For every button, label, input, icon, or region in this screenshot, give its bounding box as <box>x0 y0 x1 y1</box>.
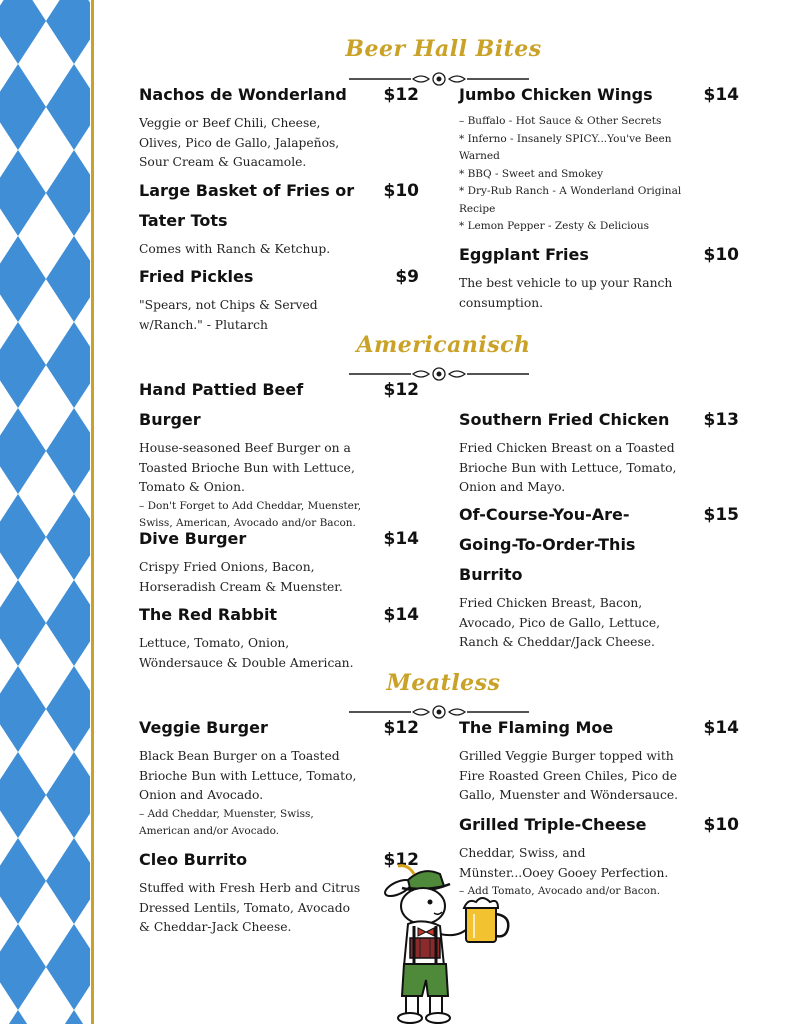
item-name: Hand Pattied Beef Burger <box>139 380 304 429</box>
wing-flavor: * Inferno - Insanely SPICY...You've Been Warned <box>459 132 672 162</box>
item-price: $10 <box>383 181 419 201</box>
item-name: Cleo Burrito <box>139 850 248 869</box>
menu-item <box>459 80 739 236</box>
item-description: Fried Chicken Breast on a Toasted Brioche Bun with Lettuce, Tomato, Onion and Mayo. <box>459 441 677 494</box>
item-name: Large Basket of Fries or Tater Tots <box>139 181 355 230</box>
item-price: $10 <box>703 815 739 835</box>
item-name: Nachos de Wonderland <box>139 85 347 104</box>
menu-item <box>459 405 739 498</box>
bunny-mascot-illustration <box>368 858 518 1024</box>
item-name: The Red Rabbit <box>139 605 278 624</box>
bavarian-diamond-pattern <box>0 0 90 1024</box>
item-price: $12 <box>383 380 419 400</box>
menu-item <box>139 176 419 260</box>
item-description: Comes with Ranch & Ketchup. <box>139 242 331 256</box>
item-note: – Add Tomato, Avocado and/or Bacon. <box>459 885 661 897</box>
wing-flavor: * BBQ - Sweet and Smokey <box>459 167 604 180</box>
item-description: The best vehicle to up your Ranch consumption. <box>459 276 673 310</box>
menu-item <box>459 240 739 313</box>
item-name: Dive Burger <box>139 529 247 548</box>
gold-border-rule <box>91 0 94 1024</box>
item-name: Grilled Triple-Cheese <box>459 815 647 834</box>
item-price: $14 <box>703 718 739 738</box>
item-price: $14 <box>383 605 419 625</box>
item-description: "Spears, not Chips & Served w/Ranch." - Plutarch <box>139 298 318 332</box>
item-description: House-seasoned Beef Burger on a Toasted Brioche Bun with Lettuce, Tomato & Onion. <box>139 441 355 494</box>
item-name: Jumbo Chicken Wings <box>459 85 653 104</box>
menu-item <box>139 80 419 173</box>
item-price: $10 <box>703 245 739 265</box>
item-note: – Don't Forget to Add Cheddar, Muenster, Swiss, American, Avocado and/or Bacon. <box>139 499 362 529</box>
wing-flavor: – Buffalo - Hot Sauce & Other Secrets <box>459 115 662 127</box>
item-description: Veggie or Beef Chili, Cheese, Olives, Pico de Gallo, Jalapeños, Sour Cream & Guacamole. <box>139 116 340 169</box>
item-price: $12 <box>383 718 419 738</box>
item-name: The Flaming Moe <box>459 718 614 737</box>
item-price: $13 <box>703 410 739 430</box>
item-note: – Add Cheddar, Muenster, Swiss, American and/or Avocado. <box>139 807 314 837</box>
item-description: Grilled Veggie Burger topped with Fire Roasted Green Chiles, Pico de Gallo, Muenster and Wöndersauce. <box>459 749 679 802</box>
item-price: $15 <box>703 505 739 525</box>
section-title-americanisch: Americanisch <box>356 332 531 358</box>
item-description: Lettuce, Tomato, Onion, Wöndersauce & Double American. <box>139 636 354 670</box>
item-description: Crispy Fried Onions, Bacon, Horseradish Cream & Muenster. <box>139 560 343 594</box>
section-title-meatless: Meatless <box>386 670 501 696</box>
item-name: Of-Course-You-Are-Going-To-Order-This Burrito <box>459 505 636 584</box>
item-price: $14 <box>703 85 739 105</box>
menu-item <box>139 600 419 673</box>
menu-item <box>139 375 419 533</box>
item-name: Southern Fried Chicken <box>459 410 670 429</box>
menu-item <box>459 500 739 653</box>
menu-item <box>139 713 419 841</box>
wing-flavor: * Dry-Rub Ranch - A Wonderland Original Recipe <box>459 185 682 215</box>
item-price: $12 <box>383 850 419 870</box>
menu-item <box>139 262 419 335</box>
item-name: Veggie Burger <box>139 718 268 737</box>
item-description: Fried Chicken Breast, Bacon, Avocado, Pico de Gallo, Lettuce, Ranch & Cheddar/Jack Cheese. <box>459 596 661 649</box>
item-name: Fried Pickles <box>139 267 254 286</box>
item-description: Cheddar, Swiss, and Münster...Ooey Gooey Perfection. <box>459 846 669 880</box>
item-price: $14 <box>383 529 419 549</box>
item-name: Eggplant Fries <box>459 245 589 264</box>
item-price: $9 <box>395 267 419 287</box>
menu-item <box>139 524 419 597</box>
wing-flavor: * Lemon Pepper - Zesty & Delicious <box>459 220 649 232</box>
item-price: $12 <box>383 85 419 105</box>
item-description: Stuffed with Fresh Herb and Citrus Dressed Lentils, Tomato, Avocado & Cheddar-Jack Cheese. <box>139 881 361 934</box>
section-title-beer-hall-bites: Beer Hall Bites <box>345 36 542 62</box>
menu-item <box>459 713 739 806</box>
item-description: Black Bean Burger on a Toasted Brioche Bun with Lettuce, Tomato, Onion and Avocado. <box>139 749 357 802</box>
